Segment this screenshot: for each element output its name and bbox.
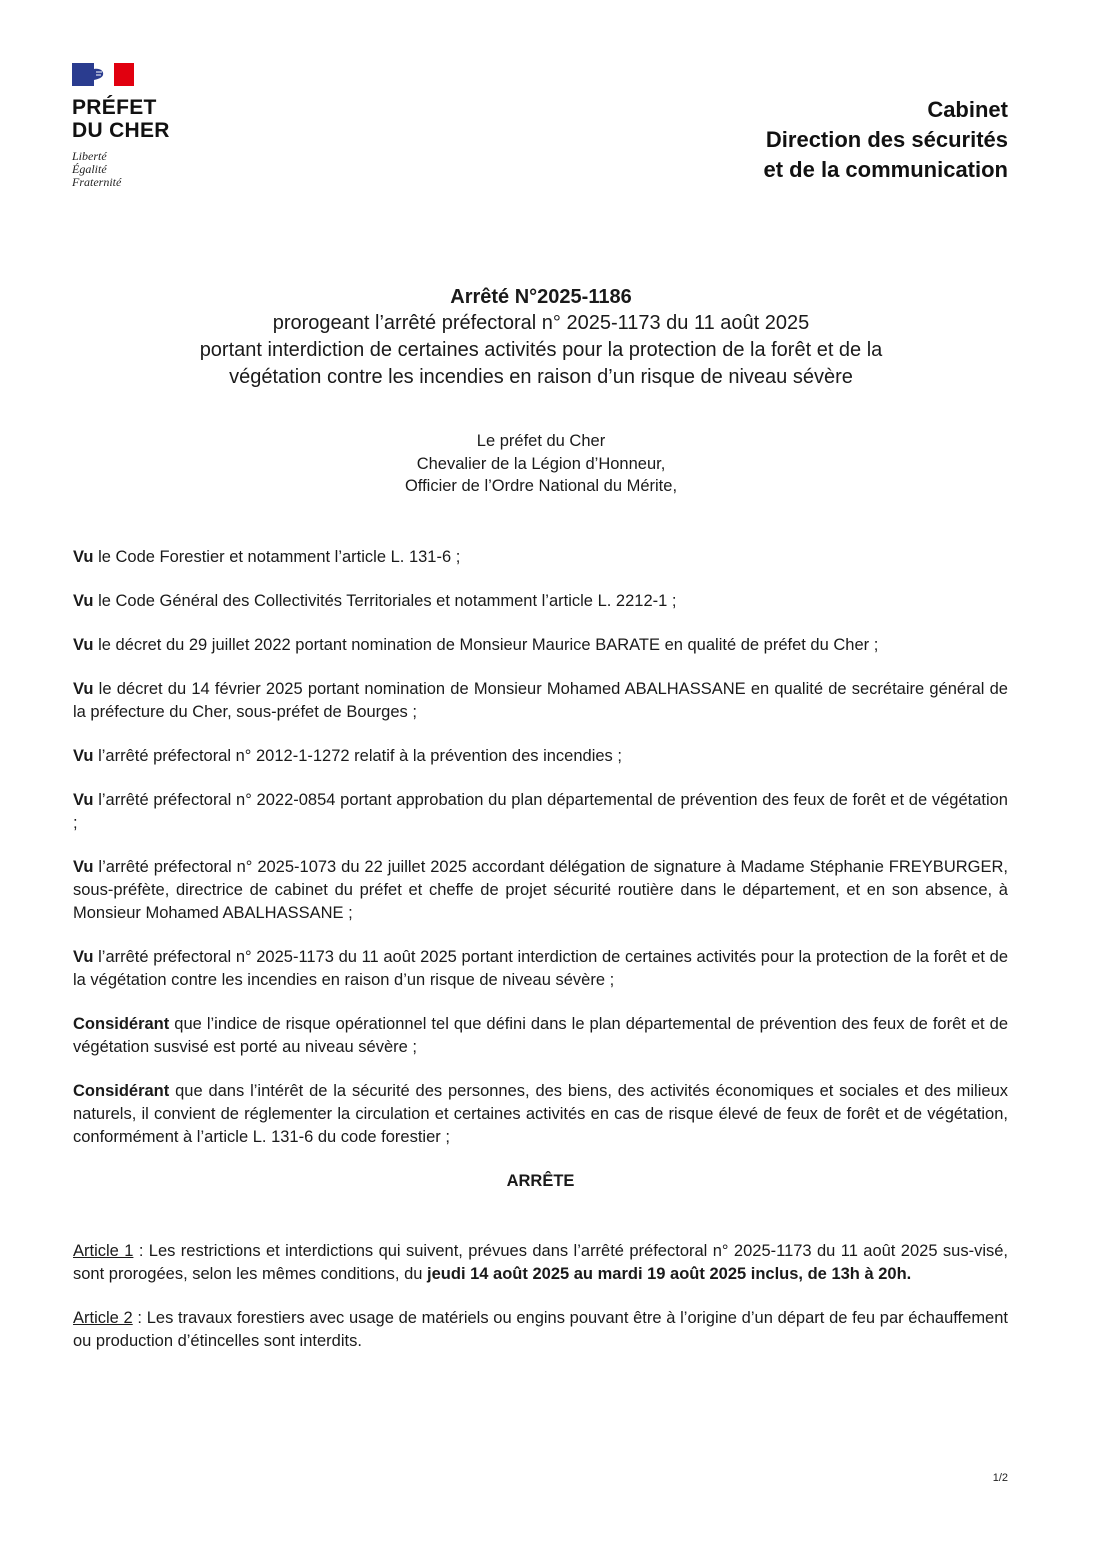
visa-lead: Vu xyxy=(73,636,94,654)
service-header xyxy=(764,95,1009,185)
motto-fraternite: Fraternité xyxy=(72,175,122,189)
visa-text: le Code Forestier et notamment l’article L. 131-6 ; xyxy=(93,548,461,566)
visa-lead: Vu xyxy=(73,680,94,698)
visa-text: l’arrêté préfectoral n° 2012-1-1272 relatif à la prévention des incendies ; xyxy=(93,747,622,765)
visa-text: le décret du 14 février 2025 portant nomination de Monsieur Mohamed ABALHASSANE en qualité de secrétaire général de la préfecture du Cher, sous-préfet de Bourges ; xyxy=(73,680,1008,721)
visa-text: l’arrêté préfectoral n° 2025-1173 du 11 août 2025 portant interdiction de certaines activités pour la protection de la forêt et de la végétation contre les incendies en raison d’un risque de niveau sévère ; xyxy=(73,948,1008,989)
considerant-paragraph xyxy=(73,1080,1008,1149)
signatory-line1: Le préfet du Cher xyxy=(476,432,606,450)
visa-paragraph xyxy=(73,946,1008,992)
decree-number: Arrêté N°2025-1186 xyxy=(450,286,632,308)
prefecture-logo xyxy=(72,63,222,189)
article-1-label: Article 1 xyxy=(73,1242,134,1260)
visa-lead: Vu xyxy=(73,858,94,876)
page-number: 1/2 xyxy=(992,1472,1008,1484)
signatory-line2: Chevalier de la Légion d’Honneur, xyxy=(416,454,666,473)
prefecture-name-line2: DU CHER xyxy=(72,119,170,142)
article-2-text: : Les travaux forestiers avec usage de matériels ou engins pouvant être à l’origine d’un départ de feu par échauffement ou production d’étincelles sont interdits. xyxy=(73,1309,1008,1350)
signatory-block xyxy=(60,430,1022,498)
visa-lead: Vu xyxy=(73,747,94,765)
visa-paragraph xyxy=(73,745,1008,768)
article-1-dates: jeudi 14 août 2025 au mardi 19 août 2025 inclus, de 13h à 20h. xyxy=(427,1265,912,1283)
visa-lead: Vu xyxy=(73,948,94,966)
considerant-paragraph xyxy=(73,1013,1008,1059)
motto-egalite: Égalité xyxy=(72,162,107,176)
visa-text: le Code Général des Collectivités Territoriales et notamment l’article L. 2212-1 ; xyxy=(93,592,677,610)
visa-lead: Vu xyxy=(73,548,94,566)
prefecture-name xyxy=(72,96,222,142)
visa-paragraph xyxy=(73,856,1008,925)
service-line3: et de la communication xyxy=(763,157,1008,182)
republic-motto xyxy=(72,150,222,189)
article-1 xyxy=(73,1240,1008,1286)
decree-subtitle-line3: végétation contre les incendies en raison d’un risque de niveau sévère xyxy=(229,366,853,388)
republic-flag-logo xyxy=(72,63,134,86)
considerant-text: que dans l’intérêt de la sécurité des personnes, des biens, des activités économiques et sociales et des milieux naturels, il convient de réglementer la circulation et certaines activités en cas de risque élevé de feux de forêt et de végétation, conformément à l’article L. 131-6 du code forestier ; xyxy=(73,1082,1008,1146)
service-line1: Cabinet xyxy=(927,97,1008,122)
article-2 xyxy=(73,1307,1008,1353)
considerant-text: que l’indice de risque opérationnel tel que défini dans le plan départemental de prévention des feux de forêt et de végétation susvisé est porté au niveau sévère ; xyxy=(73,1015,1008,1056)
visa-paragraph xyxy=(73,590,1008,613)
visa-text: l’arrêté préfectoral n° 2025-1073 du 22 juillet 2025 accordant délégation de signature à Madame Stéphanie FREYBURGER, sous-préfète, directrice de cabinet du préfet et cheffe de projet sécurité routière dans le département, et en son absence, à Monsieur Mohamed ABALHASSANE ; xyxy=(73,858,1008,922)
decree-subtitle-line2: portant interdiction de certaines activités pour la protection de la forêt et de la xyxy=(199,339,883,361)
article-2-label: Article 2 xyxy=(73,1309,133,1327)
motto-liberte: Liberté xyxy=(72,149,107,163)
arrete-heading: ARRÊTE xyxy=(506,1172,575,1190)
decree-subtitle-line1: prorogeant l’arrêté préfectoral n° 2025-1173 du 11 août 2025 xyxy=(272,312,810,334)
service-line2: Direction des sécurités xyxy=(765,127,1008,152)
considerant-lead: Considérant xyxy=(73,1015,170,1033)
decree-title xyxy=(60,284,1022,391)
considerant-lead: Considérant xyxy=(73,1082,170,1100)
visa-text: l’arrêté préfectoral n° 2022-0854 portant approbation du plan départemental de prévention des feux de forêt et de végétation ; xyxy=(73,791,1008,832)
article-1-text: : Les restrictions et interdictions qui suivent, prévues dans l’arrêté préfectoral n° 2025-1173 du 11 août 2025 sus-visé, sont prorogées, selon les mêmes conditions, du xyxy=(73,1242,1008,1283)
visa-lead: Vu xyxy=(73,592,94,610)
visa-lead: Vu xyxy=(73,791,94,809)
visa-paragraph xyxy=(73,634,1008,657)
visa-paragraph xyxy=(73,789,1008,835)
visa-paragraph xyxy=(73,546,1008,569)
visa-text: le décret du 29 juillet 2022 portant nomination de Monsieur Maurice BARATE en qualité de préfet du Cher ; xyxy=(93,636,879,654)
decree-body xyxy=(73,546,1008,1374)
prefecture-name-line1: PRÉFET xyxy=(72,96,157,119)
signatory-line3: Officier de l’Ordre National du Mérite, xyxy=(404,477,678,495)
visa-paragraph xyxy=(73,678,1008,724)
